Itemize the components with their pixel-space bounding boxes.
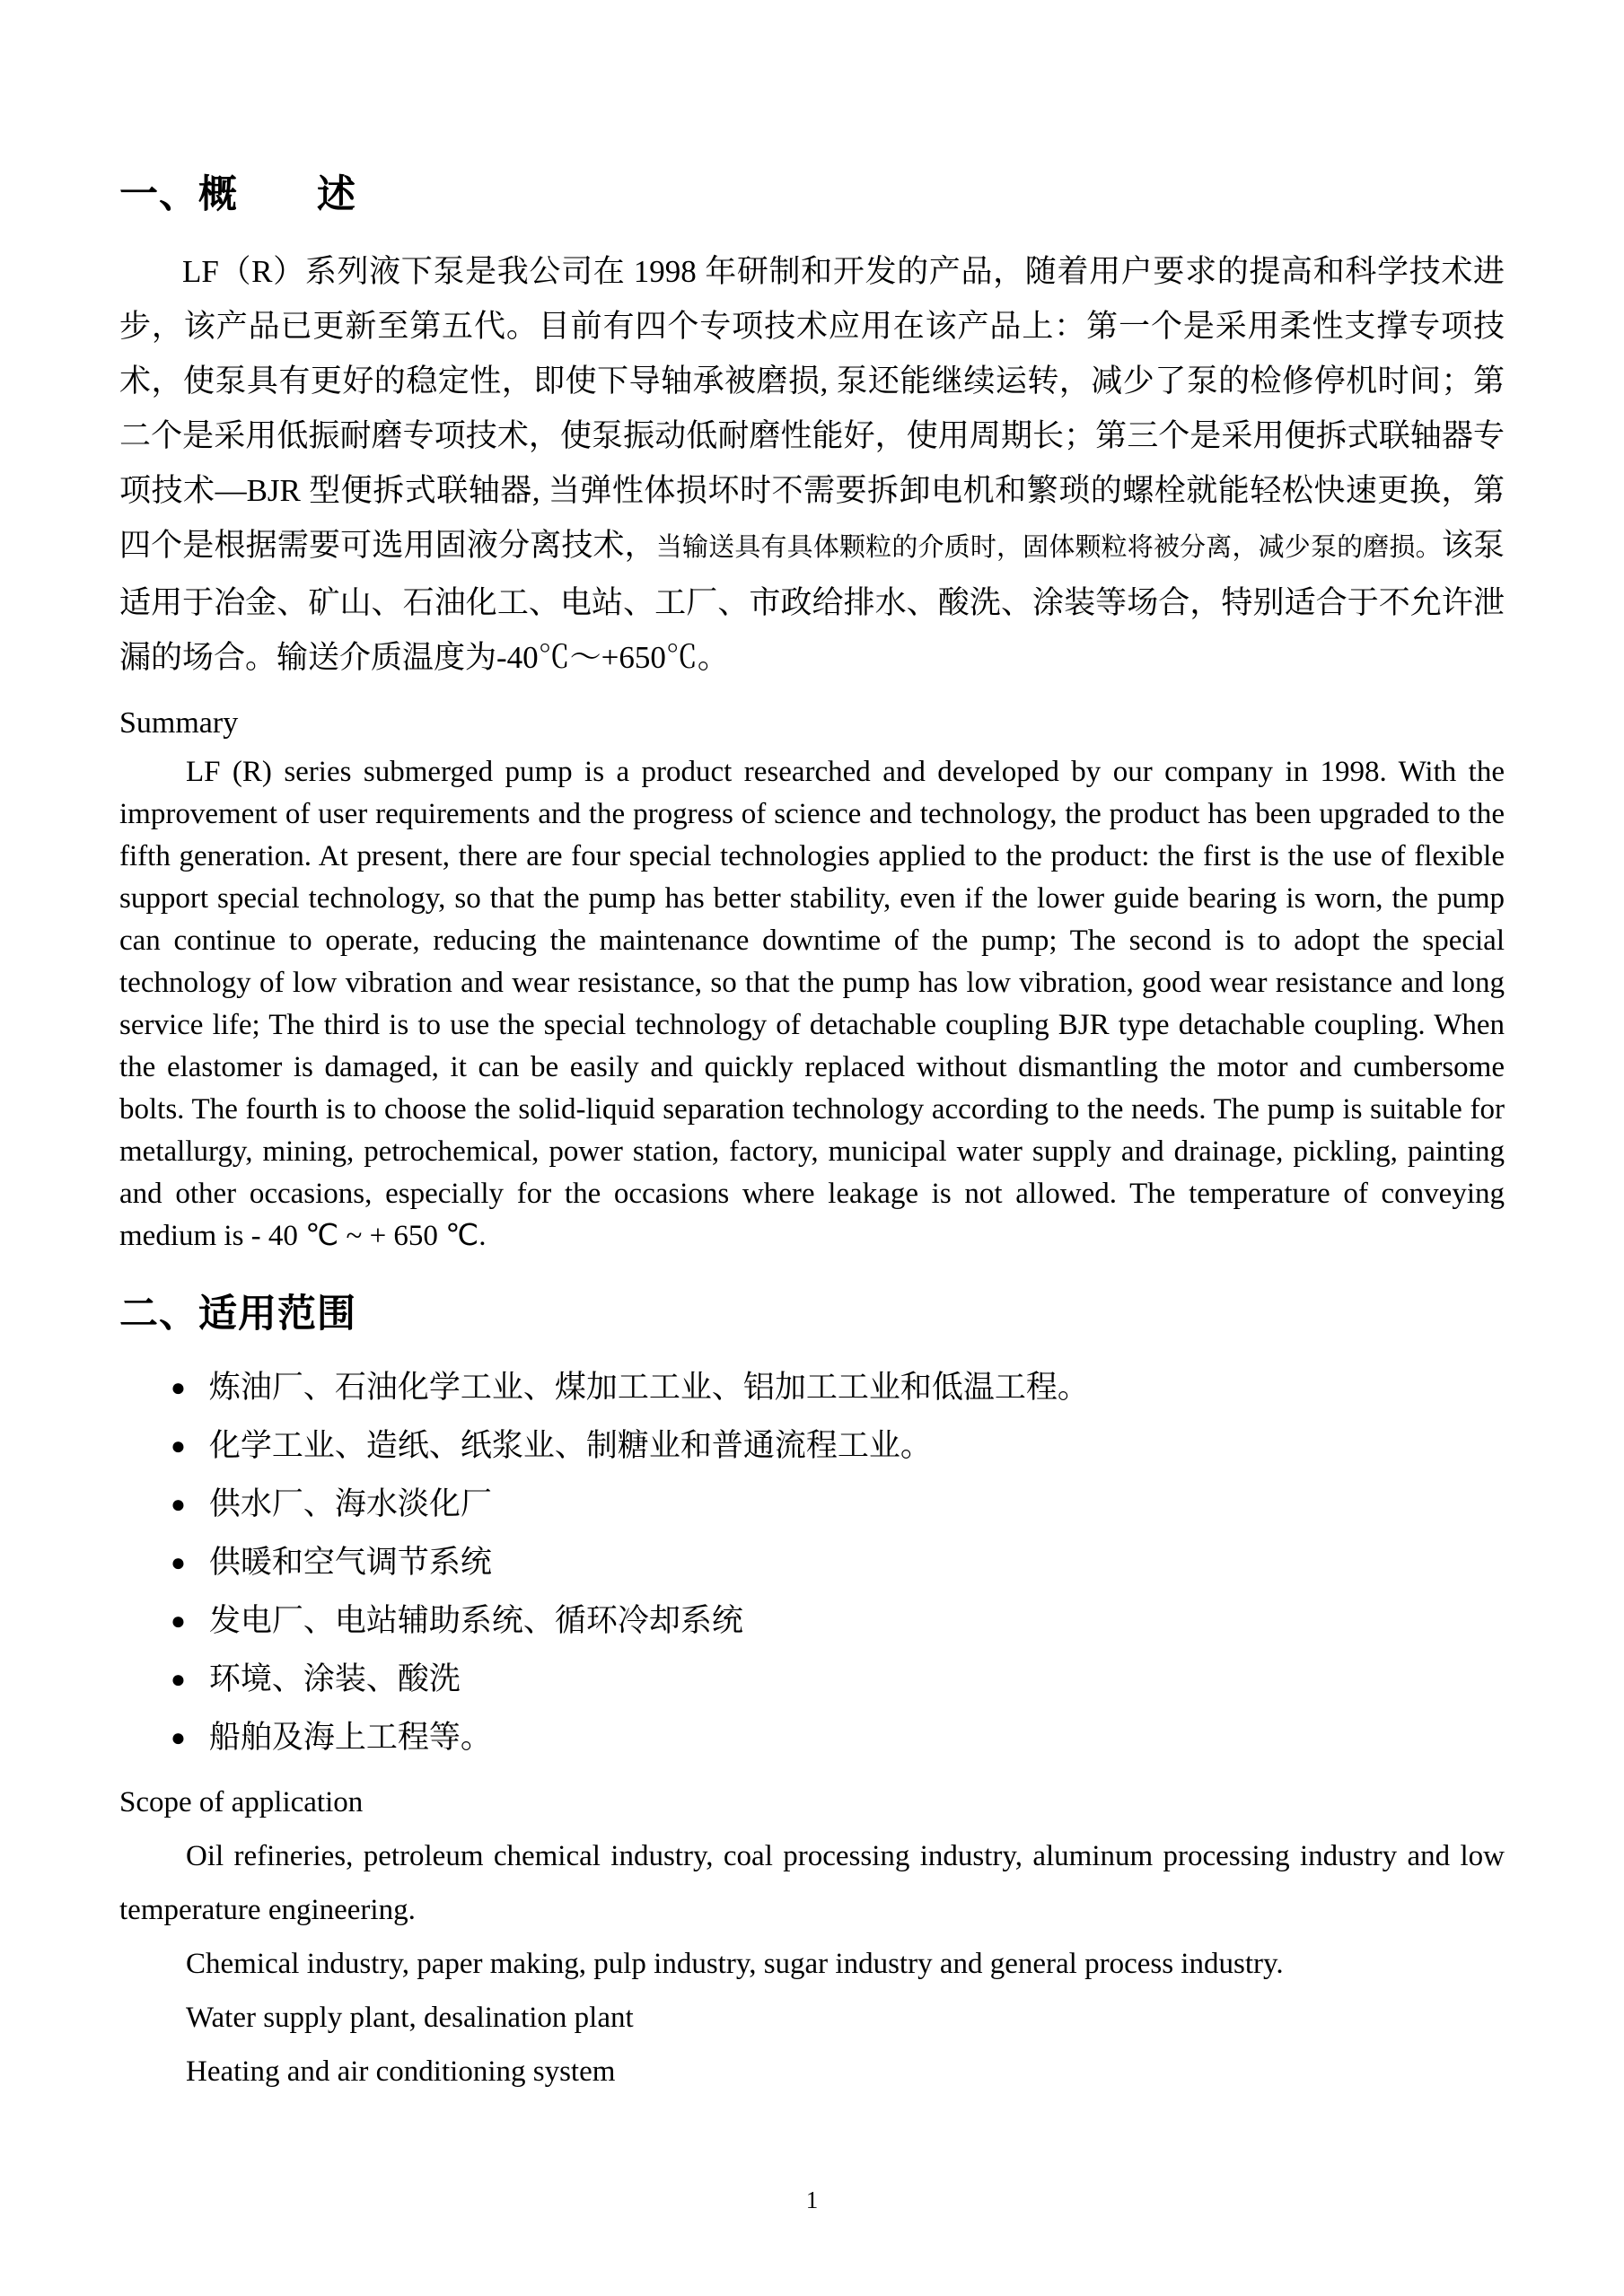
bullet-text: 炼油厂、石油化学工业、煤加工工业、铝加工工业和低温工程。 [208, 1370, 1089, 1405]
bullet-icon: ● [171, 1724, 186, 1752]
summary-label: Summary [119, 706, 239, 740]
scope-paragraph: Water supply plant, desalination plant [186, 2002, 634, 2034]
bullet-text: 供水厂、海水淡化厂 [208, 1486, 492, 1521]
list-item [171, 1360, 1505, 1418]
list-item [171, 1593, 1505, 1652]
bullet-icon: ● [171, 1433, 186, 1460]
overview-heading: 一、概 述 [119, 173, 356, 216]
list-item [171, 1418, 1505, 1477]
scope-bullet-list [119, 1360, 1505, 1768]
page-number: 1 [805, 2186, 819, 2213]
bullet-text: 供暖和空气调节系统 [208, 1545, 492, 1580]
bullet-icon: ● [171, 1374, 186, 1402]
bullet-text: 环境、涂装、酸洗 [208, 1661, 461, 1696]
overview-paragraph-zh [119, 244, 1505, 685]
list-item [171, 1710, 1505, 1768]
scope-paragraph: Oil refineries, petroleum chemical industry, coal processing industry, aluminum processing industry and low temperature engineering. [119, 1840, 1505, 1926]
scope-heading: 二、适用范围 [119, 1293, 356, 1336]
scope-paragraph: Chemical industry, paper making, pulp industry, sugar industry and general process industry. [186, 1948, 1284, 1980]
bullet-text: 船舶及海上工程等。 [208, 1720, 492, 1755]
list-item [171, 1652, 1505, 1710]
overview-paragraph-en: LF (R) series submerged pump is a product researched and developed by our company in 1998. With the improvement of user requirements and the progress of science and technology, the product has been upgraded to the fifth generation. At present, there are four special technologies applied to the product: the first is the use of flexible support special technology, so that the pump has better stability, even if the lower guide bearing is worn, the pump can continue to operate, reducing the maintenance downtime of the pump; The second is to adopt the special technology of low vibration and wear resistance, so that the pump has low vibration, good wear resistance and long service life; The third is to use the special technology of detachable coupling BJR type detachable coupling. When the elastomer is damaged, it can be easily and quickly replaced without dismantling the motor and cumbersome bolts. The fourth is to choose the solid-liquid separation technology according to the needs. The pump is suitable for metallurgy, mining, petrochemical, power station, factory, municipal water supply and drainage, pickling, painting and other occasions, especially for the occasions where leakage is not allowed. The temperature of conveying medium is - 40 ℃ ~ + 650 ℃. [119, 756, 1505, 1252]
bullet-text: 化学工业、造纸、纸浆业、制糖业和普通流程工业。 [208, 1428, 932, 1463]
bullet-icon: ● [171, 1491, 186, 1519]
overview-paragraph-zh-normal-2: 该泵适用于冶金、矿山、石油化工、电站、工厂、市政给排水、酸洗、涂装等场合，特别适合于不允许泄漏的场合。输送介质温度为-40℃～+650℃。 [119, 528, 1505, 675]
overview-paragraph-zh-normal-1: LF（R）系列液下泵是我公司在 1998 年研制和开发的产品，随着用户要求的提高和科学技术进步，该产品已更新至第五代。目前有四个专项技术应用在该产品上：第一个是采用柔性支撑专项技术，使泵具有更好的稳定性，即使下导轴承被磨损, 泵还能继续运转，减少了泵的检修停机时间；第二个是采用低振耐磨专项技术，使泵振动低耐磨性能好，使用周期长；第三个是采用便拆式联轴器专项技术—BJR 型便拆式联轴器, 当弹性体损坏时不需要拆卸电机和繁琐的螺栓就能轻松快速更换，第四个是根据需要可选用固液分离技术， [119, 254, 1505, 563]
list-item [171, 1477, 1505, 1535]
bullet-icon: ● [171, 1608, 186, 1635]
bullet-icon: ● [171, 1549, 186, 1577]
scope-paragraph: Heating and air conditioning system [186, 2055, 616, 2088]
scope-label: Scope of application [119, 1786, 364, 1818]
bullet-icon: ● [171, 1666, 186, 1694]
bullet-text: 发电厂、电站辅助系统、循环冷却系统 [208, 1603, 743, 1638]
overview-paragraph-zh-small: 当输送具有具体颗粒的介质时，固体颗粒将被分离，减少泵的磨损。 [655, 533, 1442, 562]
list-item [171, 1535, 1505, 1593]
